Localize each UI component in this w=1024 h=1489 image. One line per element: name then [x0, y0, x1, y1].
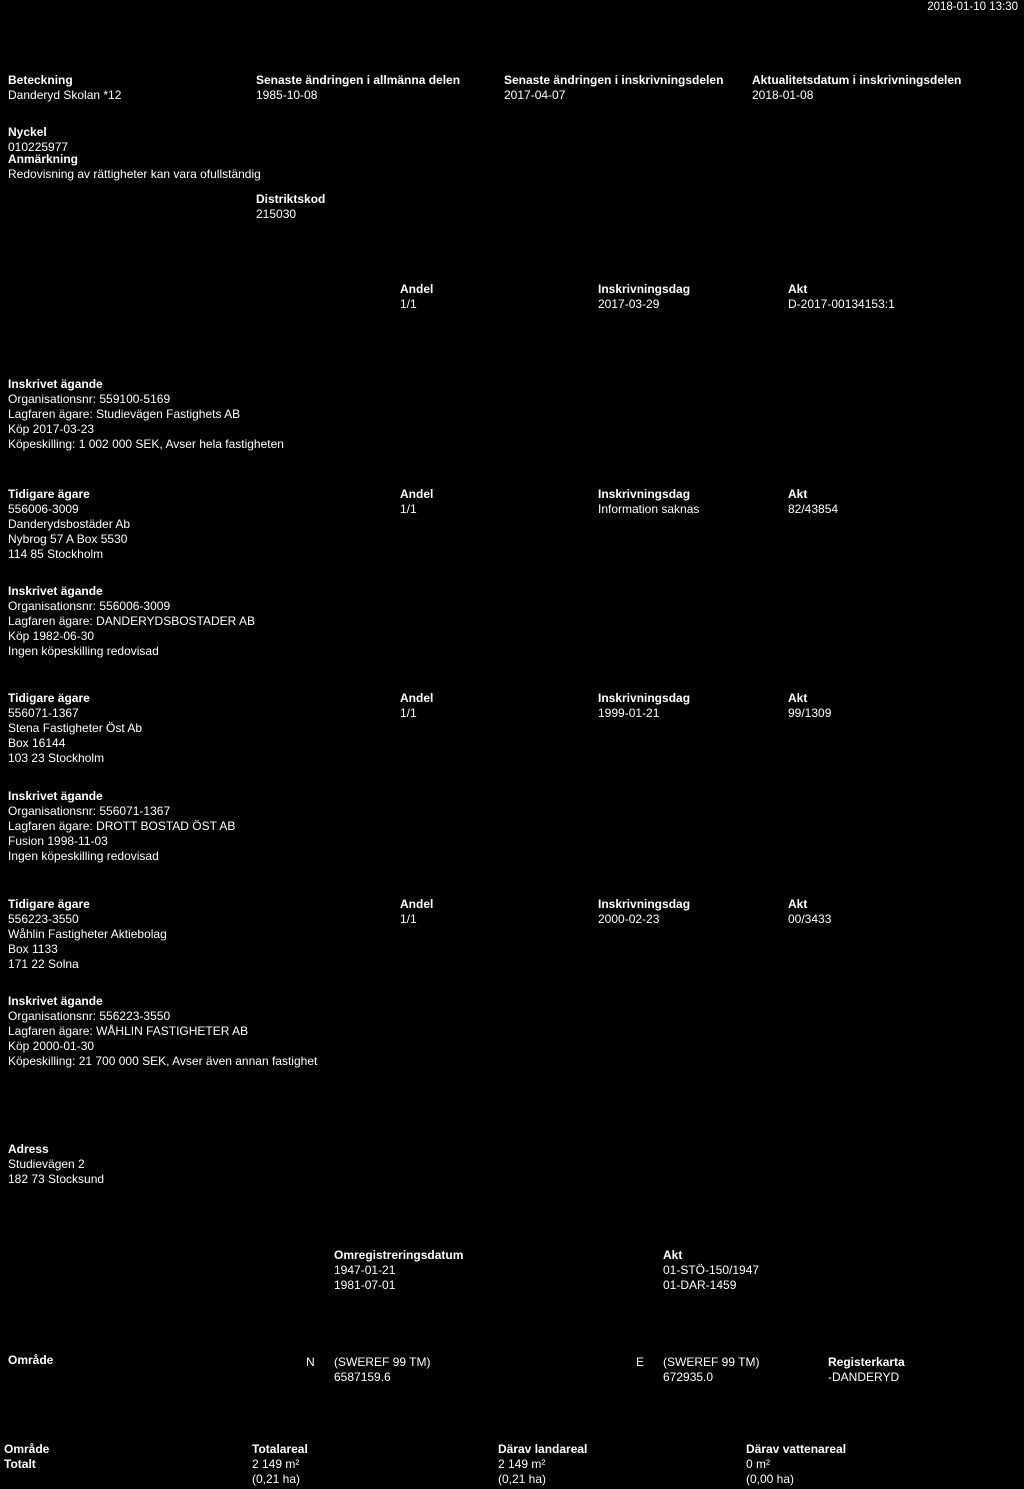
totalareal-block	[252, 1442, 308, 1487]
akt-label: Akt	[788, 691, 808, 705]
inskrivet-line: Fusion 1998-11-03	[8, 834, 108, 848]
tidigare-agare-block	[8, 897, 167, 972]
andel-value: 1/1	[400, 912, 417, 926]
andel-value: 1/1	[400, 502, 417, 516]
areal-omrade-block	[4, 1442, 49, 1472]
current-akt-block	[788, 282, 895, 312]
andel-value: 1/1	[400, 706, 417, 720]
omrade-label: Område	[4, 1442, 50, 1456]
andel-label: Andel	[400, 897, 434, 911]
totalareal-value: 2 149 m²	[252, 1457, 300, 1471]
tidigare-agare-line: Wåhlin Fastigheter Aktiebolag	[8, 927, 167, 941]
inskrivet-line: Köp 2000-01-30	[8, 1039, 95, 1053]
e-coordinate-block	[663, 1355, 759, 1385]
andring-inskrivning-block	[504, 73, 723, 103]
inskrivningsdag-label: Inskrivningsdag	[598, 897, 691, 911]
inskrivningsdag-value: 2017-03-29	[598, 297, 660, 311]
akt-label: Akt	[788, 897, 808, 911]
inskrivningsdag-value: 1999-01-21	[598, 706, 660, 720]
vattenareal-ha: (0,00 ha)	[746, 1472, 795, 1486]
andel-block	[400, 691, 433, 721]
totalareal-label: Totalareal	[252, 1442, 308, 1456]
tidigare-agare-line: Stena Fastigheter Öst Ab	[8, 721, 143, 735]
omregistreringsdatum-value: 1947-01-21	[334, 1263, 396, 1277]
koordinat-omrade-block	[8, 1353, 53, 1368]
akt-block	[788, 897, 831, 927]
tidigare-agare-label: Tidigare ägare	[8, 691, 90, 705]
akt-label: Akt	[788, 282, 808, 296]
inskrivet-line: Lagfaren ägare: WÅHLIN FASTIGHETER AB	[8, 1024, 249, 1038]
totalareal-ha: (0,21 ha)	[252, 1472, 301, 1486]
akt-block	[788, 691, 831, 721]
inskrivningsdag-label: Inskrivningsdag	[598, 487, 691, 501]
andring-inskrivning-value: 2017-04-07	[504, 88, 566, 102]
registerkarta-label: Registerkarta	[828, 1355, 905, 1369]
distriktskod-value: 215030	[256, 207, 297, 221]
tidigare-agare-label: Tidigare ägare	[8, 897, 90, 911]
tidigare-agare-line: 103 23 Stockholm	[8, 751, 105, 765]
n-value: 6587159.6	[334, 1370, 391, 1384]
beteckning-label: Beteckning	[8, 73, 73, 87]
e-coordinate-label-block	[636, 1355, 644, 1370]
omrade-value: Totalt	[4, 1457, 36, 1471]
inskrivet-line: Organisationsnr: 559100-5169	[8, 392, 171, 406]
inskrivningsdag-label: Inskrivningsdag	[598, 282, 691, 296]
adress-block	[8, 1142, 104, 1187]
current-inskrivningsdag-block	[598, 282, 690, 312]
adress-line: 182 73 Stocksund	[8, 1172, 105, 1186]
akt-value: 00/3433	[788, 912, 832, 926]
current-inskrivet-agande-block	[8, 377, 284, 452]
akt-value: 82/43854	[788, 502, 839, 516]
tidigare-agare-line: Box 16144	[8, 736, 66, 750]
tidigare-agare-block	[8, 487, 130, 562]
nyckel-value: 010225977	[8, 140, 69, 154]
omregistreringsdatum-block	[334, 1248, 463, 1293]
andel-label: Andel	[400, 487, 434, 501]
adress-line: Studievägen 2	[8, 1157, 85, 1171]
vattenareal-label: Därav vattenareal	[746, 1442, 847, 1456]
andring-inskrivning-label: Senaste ändringen i inskrivningsdelen	[504, 73, 724, 87]
tidigare-agare-line: 171 22 Solna	[8, 957, 79, 971]
n-coordinate-label-block	[306, 1355, 315, 1370]
andel-label: Andel	[400, 282, 434, 296]
tidigare-agare-label: Tidigare ägare	[8, 487, 90, 501]
akt-value: D-2017-00134153:1	[788, 297, 895, 311]
akt-value: 01-STÖ-150/1947	[663, 1263, 760, 1277]
registerkarta-block	[828, 1355, 905, 1385]
akt-label: Akt	[663, 1248, 683, 1262]
landareal-value: 2 149 m²	[498, 1457, 546, 1471]
tidigare-agare-line: 556071-1367	[8, 706, 79, 720]
n-label: N	[306, 1355, 315, 1369]
inskrivet-line: Ingen köpeskilling redovisad	[8, 644, 159, 658]
inskrivet-line: Lagfaren ägare: DROTT BOSTAD ÖST AB	[8, 819, 236, 833]
tidigare-agare-line: 556223-3550	[8, 912, 79, 926]
n-system: (SWEREF 99 TM)	[334, 1355, 431, 1369]
print-timestamp: 2018-01-10 13:30	[927, 1, 1018, 13]
inskrivet-line: Organisationsnr: 556006-3009	[8, 599, 171, 613]
inskrivningsdag-block	[598, 897, 690, 927]
registerkarta-value: -DANDERYD	[828, 1370, 900, 1384]
inskrivningsdag-value: 2000-02-23	[598, 912, 660, 926]
omrade-label: Område	[8, 1353, 54, 1367]
nyckel-label: Nyckel	[8, 125, 47, 139]
inskrivet-line: Lagfaren ägare: DANDERYDSBOSTADER AB	[8, 614, 255, 628]
aktualitet-value: 2018-01-08	[752, 88, 814, 102]
vattenareal-block	[746, 1442, 846, 1487]
inskrivningsdag-block	[598, 691, 690, 721]
landareal-ha: (0,21 ha)	[498, 1472, 547, 1486]
e-value: 672935.0	[663, 1370, 714, 1384]
andring-allmanna-value: 1985-10-08	[256, 88, 318, 102]
akt-value: 99/1309	[788, 706, 832, 720]
inskrivet-line: Köp 1982-06-30	[8, 629, 95, 643]
inskrivet-line: Organisationsnr: 556071-1367	[8, 804, 171, 818]
andel-block	[400, 487, 433, 517]
landareal-label: Därav landareal	[498, 1442, 588, 1456]
current-andel-block	[400, 282, 433, 312]
inskrivet-agande-label: Inskrivet ägande	[8, 994, 103, 1008]
inskrivet-agande-label: Inskrivet ägande	[8, 584, 103, 598]
nyckel-block	[8, 125, 68, 155]
vattenareal-value: 0 m²	[746, 1457, 770, 1471]
adress-label: Adress	[8, 1142, 49, 1156]
distriktskod-label: Distriktskod	[256, 192, 326, 206]
beteckning-value: Danderyd Skolan *12	[8, 88, 122, 102]
akt-block	[788, 487, 838, 517]
inskrivet-agande-block	[8, 789, 235, 864]
landareal-block	[498, 1442, 587, 1487]
inskrivet-line: Organisationsnr: 556223-3550	[8, 1009, 171, 1023]
inskrivet-agande-label: Inskrivet ägande	[8, 789, 103, 803]
tidigare-agare-line: Box 1133	[8, 942, 58, 956]
inskrivet-line: Ingen köpeskilling redovisad	[8, 849, 159, 863]
andel-value: 1/1	[400, 297, 417, 311]
anmarkning-value: Redovisning av rättigheter kan vara ofullständig	[8, 167, 261, 181]
e-label: E	[636, 1355, 645, 1369]
inskrivet-line: Köp 2017-03-23	[8, 422, 95, 436]
distriktskod-block	[256, 192, 325, 222]
tidigare-agare-line: Danderydsbostäder Ab	[8, 517, 131, 531]
andel-label: Andel	[400, 691, 434, 705]
omregistreringsdatum-label: Omregistreringsdatum	[334, 1248, 464, 1262]
tidigare-agare-line: 114 85 Stockholm	[8, 547, 104, 561]
inskrivningsdag-label: Inskrivningsdag	[598, 691, 691, 705]
akt-value: 01-DAR-1459	[663, 1278, 737, 1292]
inskrivningsdag-value: Information saknas	[598, 502, 700, 516]
omregistrering-akt-block	[663, 1248, 759, 1293]
anmarkning-block	[8, 152, 261, 182]
tidigare-agare-block	[8, 691, 142, 766]
akt-label: Akt	[788, 487, 808, 501]
inskrivet-line: Köpeskilling: 21 700 000 SEK, Avser även annan fastighet	[8, 1054, 318, 1068]
andring-allmanna-block	[256, 73, 460, 103]
andring-allmanna-label: Senaste ändringen i allmänna delen	[256, 73, 461, 87]
aktualitet-label: Aktualitetsdatum i inskrivningsdelen	[752, 73, 962, 87]
inskrivet-agande-label: Inskrivet ägande	[8, 377, 103, 391]
omregistreringsdatum-value: 1981-07-01	[334, 1278, 396, 1292]
andel-block	[400, 897, 433, 927]
aktualitet-block	[752, 73, 961, 103]
tidigare-agare-line: 556006-3009	[8, 502, 79, 516]
tidigare-agare-line: Nybrog 57 A Box 5530	[8, 532, 128, 546]
inskrivet-line: Lagfaren ägare: Studievägen Fastighets AB	[8, 407, 241, 421]
anmarkning-label: Anmärkning	[8, 152, 79, 166]
beteckning-block	[8, 73, 121, 103]
inskrivet-line: Köpeskilling: 1 002 000 SEK, Avser hela fastigheten	[8, 437, 284, 451]
inskrivet-agande-block	[8, 994, 317, 1069]
n-coordinate-block	[334, 1355, 430, 1385]
inskrivet-agande-block	[8, 584, 255, 659]
inskrivningsdag-block	[598, 487, 699, 517]
e-system: (SWEREF 99 TM)	[663, 1355, 760, 1369]
